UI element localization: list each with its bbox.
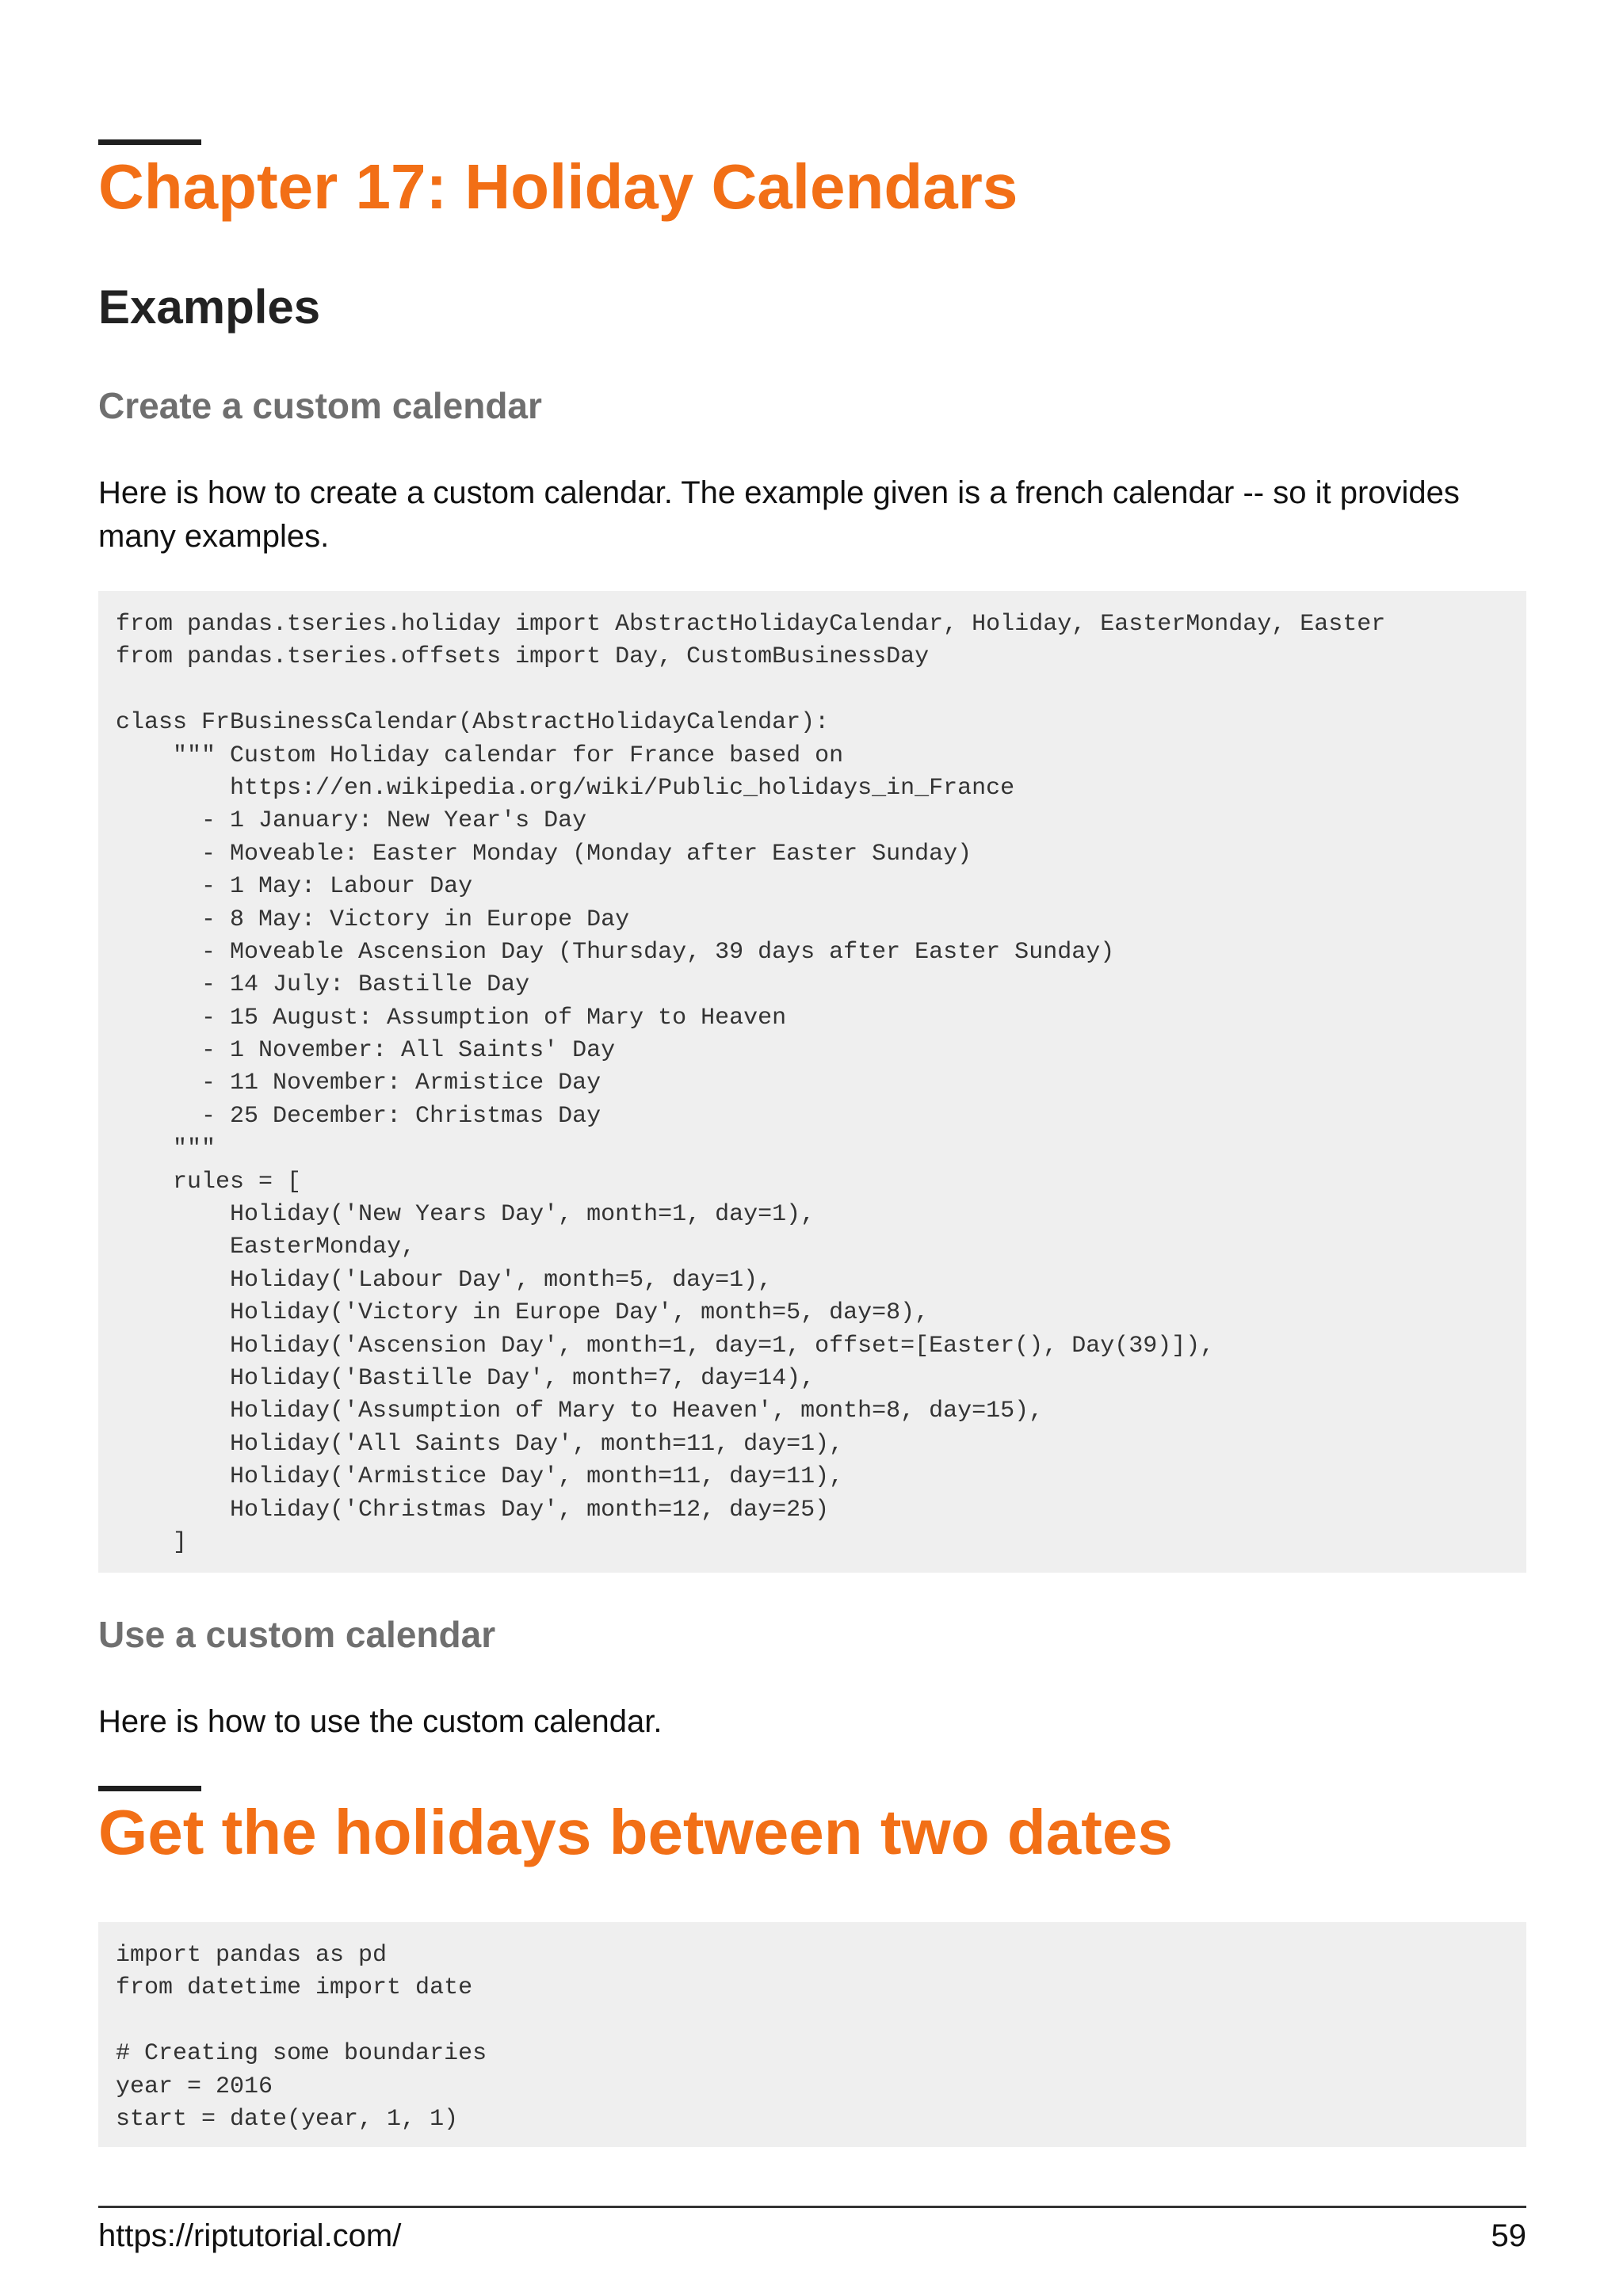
code-line: from pandas.tseries.holiday import AbstractHolidayCalendar, Holiday, EasterMonday, Easter: [116, 611, 1386, 638]
code-line: Holiday('Labour Day', month=5, day=1),: [116, 1266, 773, 1294]
code-line: Holiday('Ascension Day', month=1, day=1, offset=[Easter(), Day(39)]),: [116, 1332, 1215, 1360]
code-line: [116, 2005, 1509, 2038]
code-line: Holiday('Assumption of Mary to Heaven', month=8, day=15),: [116, 1398, 1044, 1425]
code-line: https://en.wikipedia.org/wiki/Public_holidays_in_France: [116, 774, 1015, 802]
footer-rule: [98, 2206, 1526, 2208]
create-calendar-code-block: [98, 591, 1526, 1573]
code-line: - 25 December: Christmas Day: [116, 1102, 601, 1130]
code-line: year = 2016: [116, 2073, 273, 2100]
use-calendar-paragraph: Here is how to use the custom calendar.: [98, 1704, 663, 1739]
code-line: EasterMonday,: [116, 1234, 416, 1261]
page-number: 59: [1491, 2218, 1526, 2253]
code-line: start = date(year, 1, 1): [116, 2105, 459, 2133]
code-line: - 8 May: Victory in Europe Day: [116, 906, 630, 933]
section-rule: [98, 1786, 201, 1791]
code-line: - Moveable: Easter Monday (Monday after Easter Sunday): [116, 840, 972, 868]
document-page: [98, 0, 1526, 2296]
code-line: - 11 November: Armistice Day: [116, 1070, 601, 1097]
code-line: """: [116, 1135, 216, 1163]
code-line: Holiday('Armistice Day', month=11, day=11),: [116, 1463, 844, 1491]
examples-heading: Examples: [98, 280, 321, 334]
code-line: Holiday('Victory in Europe Day', month=5, day=8),: [116, 1299, 930, 1327]
code-line: from pandas.tseries.offsets import Day, CustomBusinessDay: [116, 643, 930, 671]
code-line: # Creating some boundaries: [116, 2040, 487, 2068]
code-line: - 1 November: All Saints' Day: [116, 1037, 616, 1065]
code-line: Holiday('Christmas Day', month=12, day=25): [116, 1496, 830, 1524]
code-line: class FrBusinessCalendar(AbstractHolidayCalendar):: [116, 709, 830, 737]
code-line: Holiday('Bastille Day', month=7, day=14),: [116, 1364, 815, 1392]
holidays-between-dates-title: Get the holidays between two dates: [98, 1797, 1173, 1867]
code-line: - Moveable Ascension Day (Thursday, 39 days after Easter Sunday): [116, 938, 1115, 966]
footer-url: https://riptutorial.com/: [98, 2218, 402, 2253]
code-line: """ Custom Holiday calendar for France based on: [116, 742, 844, 769]
chapter-rule: [98, 139, 201, 145]
use-calendar-heading: Use a custom calendar: [98, 1614, 496, 1655]
code-line: - 1 May: Labour Day: [116, 873, 473, 901]
code-line: - 1 January: New Year's Day: [116, 807, 587, 835]
code-line: - 14 July: Bastille Day: [116, 971, 530, 999]
code-line: Holiday('All Saints Day', month=11, day=1),: [116, 1430, 844, 1458]
code-line: import pandas as pd: [116, 1942, 388, 1969]
code-line: ]: [116, 1528, 188, 1556]
create-calendar-paragraph: Here is how to create a custom calendar. The example given is a french calendar -- so it provides many examples.: [98, 475, 1460, 554]
chapter-title: Chapter 17: Holiday Calendars: [98, 151, 1018, 222]
create-calendar-heading: Create a custom calendar: [98, 385, 542, 426]
holidays-code-block: [98, 1922, 1526, 2147]
code-line: rules = [: [116, 1168, 302, 1196]
code-line: - 15 August: Assumption of Mary to Heaven: [116, 1004, 787, 1032]
code-line: [116, 674, 1509, 707]
code-line: from datetime import date: [116, 1974, 473, 2002]
code-line: Holiday('New Years Day', month=1, day=1),: [116, 1201, 815, 1229]
